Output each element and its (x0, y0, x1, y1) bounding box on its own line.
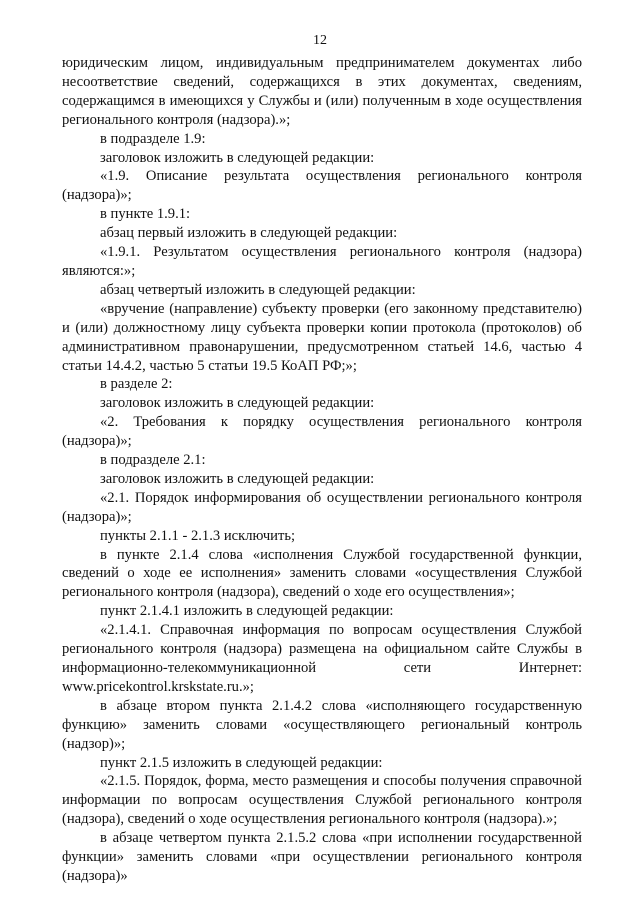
paragraph-1: юридическим лицом, индивидуальным предпринимателем документах либо несоответствие сведений, содержащихся в этих документах, сведениям, содержащимся в имеющихся у Службы и (или) полученным в ходе осуществления регионального контроля (надзора).»; (62, 55, 582, 128)
paragraph-4: «1.9. Описание результата осуществления регионального контроля (надзора)»; (62, 168, 582, 204)
paragraph-15: «2.1. Порядок информирования об осуществлении регионального контроля (надзора)»; (62, 489, 582, 525)
paragraph-11: заголовок изложить в следующей редакции: (100, 395, 375, 412)
paragraph-3: заголовок изложить в следующей редакции: (100, 149, 375, 166)
document-body (62, 54, 582, 886)
paragraph-21: пункт 2.1.5 изложить в следующей редакции: (100, 754, 383, 771)
paragraph-20: в абзаце втором пункта 2.1.4.2 слова «исполняющего государственную функцию» заменить словами «осуществляющего региональный контроль (надзор)»; (62, 697, 582, 752)
paragraph-23: в абзаце четвертом пункта 2.1.5.2 слова «при исполнении государственной функции» заменить словами «при осуществлении регионального контроля (надзора)» (62, 830, 582, 884)
paragraph-10: в разделе 2: (100, 376, 173, 393)
paragraph-6: абзац первый изложить в следующей редакции: (100, 225, 398, 242)
paragraph-12: «2. Требования к порядку осуществления регионального контроля (надзора)»; (62, 414, 582, 450)
paragraph-22: «2.1.5. Порядок, форма, место размещения и способы получения справочной информации по вопросам осуществления Службой регионального контроля (надзора), сведений о ходе осуществления регионального контроля (надзора).»; (62, 773, 582, 828)
paragraph-19: «2.1.4.1. Справочная информация по вопросам осуществления Службой регионального контроля (надзора) размещена на официальном сайте Службы в информационно-телекоммуникационной сети Интернет: www.pricekontrol.krskstate.ru.»; (62, 622, 582, 695)
paragraph-8: абзац четвертый изложить в следующей редакции: (100, 281, 416, 298)
page-number: 12 (313, 33, 327, 48)
paragraph-17: в пункте 2.1.4 слова «исполнения Службой государственной функции, сведений о ходе ее исполнения» заменить словами «осуществления Службой регионального контроля (надзора), сведений о ходе его осуществления»; (62, 546, 582, 601)
paragraph-7: «1.9.1. Результатом осуществления регионального контроля (надзора) являются:»; (62, 244, 582, 279)
paragraph-14: заголовок изложить в следующей редакции: (100, 470, 375, 487)
paragraph-16: пункты 2.1.1 - 2.1.3 исключить; (100, 527, 296, 544)
paragraph-9: «вручение (направление) субъекту проверки (его законному представителю) и (или) должностному лицу субъекта проверки копии протокола (протоколов) об административном правонарушении, предусмотренном статьей 14.6, частью 4 статьи 14.4.2, частью 5 статьи 19.5 КоАП РФ;»; (62, 300, 582, 374)
paragraph-18: пункт 2.1.4.1 изложить в следующей редакции: (100, 603, 394, 620)
paragraph-2: в подразделе 1.9: (100, 130, 206, 147)
paragraph-13: в подразделе 2.1: (100, 452, 206, 469)
paragraph-5: в пункте 1.9.1: (100, 206, 191, 223)
